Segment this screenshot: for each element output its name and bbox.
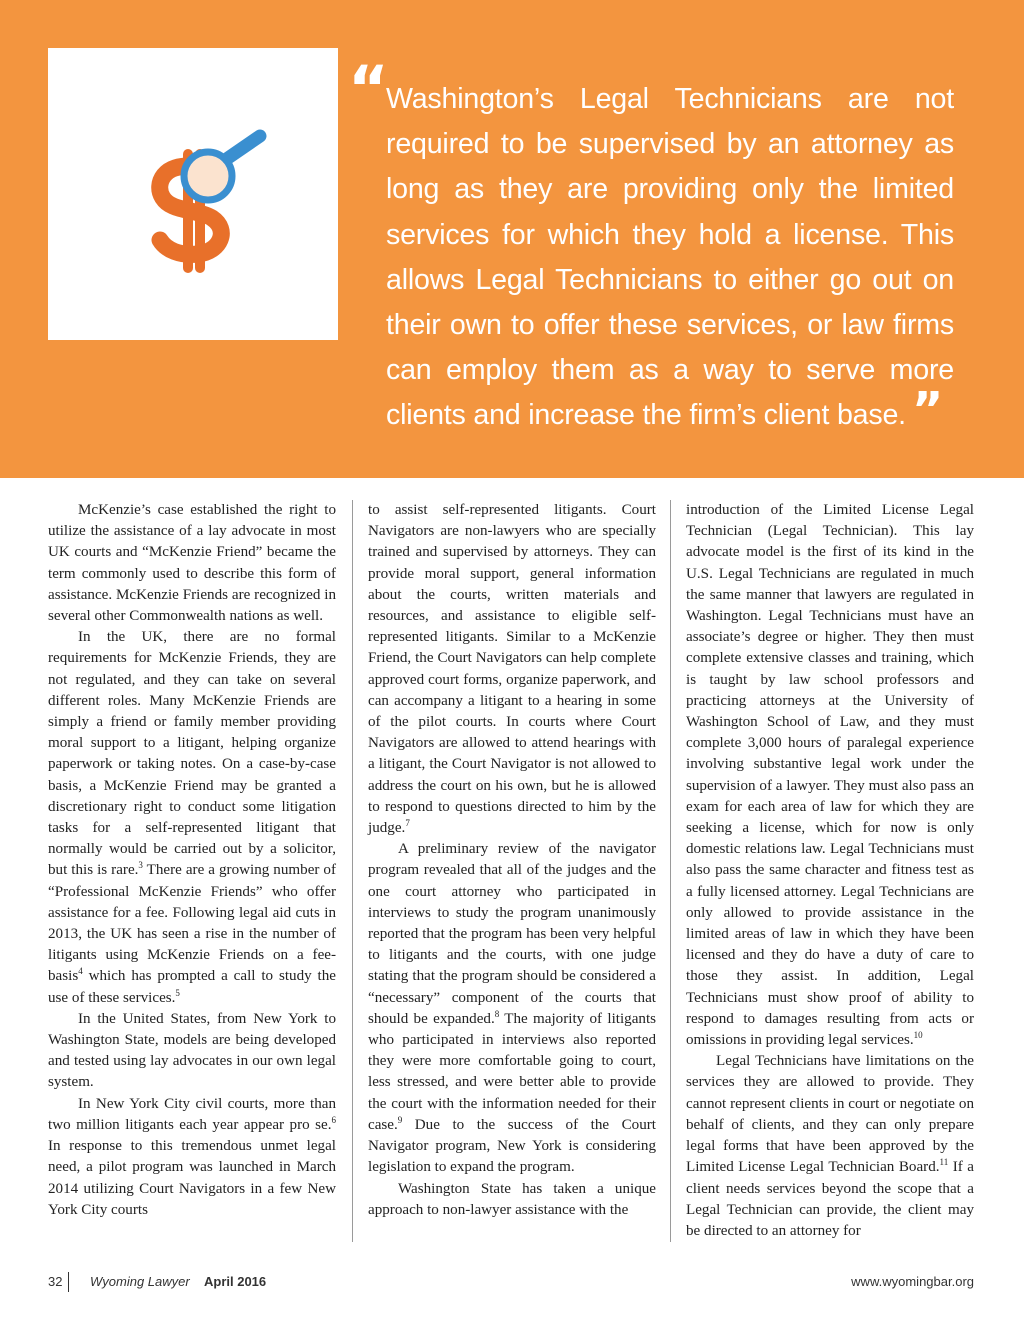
magnifier-icon (184, 136, 260, 200)
footnote-ref: 7 (405, 818, 410, 829)
page-number: 32 (48, 1274, 63, 1289)
footnote-ref: 8 (494, 1008, 500, 1019)
paragraph: to assist self-represented litigants. Court Navigators are non-lawyers who are specially trained and supervised by attorneys. They can provide moral support, general information about the courts, written materials and resources, and assistance to eligible self-represented litigants. Similar to a McKenzie Friend, the Court Navigators can help complete approved court forms, organize paperwork, and can accompany a litigant to a hearing in some of the pilot courts. In courts where Court Navigators are allowed to attend hearings with a litigant, the Court Navigator is not allowed to address the court on his own, but he is allowed to respond to questions directed to him by the judge.$^7$ (368, 502, 656, 837)
footer-divider (68, 1272, 69, 1292)
article-column-1 (48, 500, 336, 1221)
dollar-magnifier-icon (48, 48, 338, 340)
open-quote-mark: “ (348, 52, 389, 125)
footnote-ref: 10 (913, 1030, 923, 1041)
paragraph: In the United States, from New York to Washington State, models are being developed and tested using lay advocates in our own legal system. (48, 1010, 336, 1091)
article-column-2 (368, 500, 656, 1221)
website-url: www.wyomingbar.org (851, 1274, 974, 1289)
issue-date: April 2016 (204, 1274, 267, 1289)
footnote-ref: 3 (138, 860, 143, 871)
footnote-ref: 11 (939, 1157, 949, 1168)
paragraph: A preliminary review of the navigator program revealed that all of the judges and the one court attorney who participated in interviews to study the program unanimously reported that the program has been very helpful to litigants and the courts, with one judge stating that the program should be considered a “necessary” component of the courts that should be expanded.$^8$ The majority of litigants who participated in interviews also reported they were more comfortable going to court, less stressed, and were better able to provide the court with the information needed for their case.$^9$ Due to the success of the Court Navigator program, New York is considering legislation to expand the program. (368, 841, 657, 1176)
magazine-title: Wyoming Lawyer (90, 1274, 190, 1289)
paragraph: introduction of the Limited License Legal Technician (Legal Technician). This lay advocate model is the first of its kind in the U.S. Legal Technicians are regulated in much the same manner that lawyers are regulated in Washington. Legal Technicians must have an associate’s degree or higher. They then must complete extensive classes and training, which is taught by law school professors and practicing attorneys at the University of Washington School of Law, and they must complete 3,000 hours of paralegal experience involving substantive legal work under the supervision of a lawyer. They must also pass an exam for each area of law for which they are seeking a license, which for now is only domestic relations law. Legal Technicians must also pass the same character and fitness test as a fully licensed attorney. Legal Technicians are only allowed to provide assistance in the limited areas of law in which they have been licensed and they do have a duty of care to those they assist. In addition, Legal Technicians must show proof of ability to respond to damages resulting from acts or omissions in providing legal services.$^{10}$ (686, 502, 974, 1049)
paragraph: McKenzie’s case established the right to utilize the assistance of a lay advocate in most UK courts and “McKenzie Friend” became the term commonly used to describe this form of assistance. McKenzie Friends are recognized in several other Commonwealth nations as well. (48, 502, 336, 625)
column-divider (352, 500, 353, 1242)
illustration-panel (48, 48, 338, 340)
footnote-ref: 9 (397, 1114, 403, 1125)
footnote-ref: 5 (175, 987, 180, 998)
pull-quote (386, 77, 954, 439)
page-footer (48, 1274, 974, 1294)
quote-banner (0, 0, 1024, 478)
footnote-ref: 4 (78, 966, 83, 977)
paragraph: In the UK, there are no formal requirements for McKenzie Friends, they are not regulated, and they can take on several different roles. Many McKenzie Friends are simply a friend or family member providing moral support to a litigant, helping organize paperwork or taking notes. On a case-by-case basis, a McKenzie Friend may be granted a discretionary right to conduct some litigation tasks for a self-represented litigant that normally would be carried out by a solicitor, but this is rare.$^3$ There are a growing number of “Professional McKenzie Friends” who offer assistance for a fee. Following legal aid cuts in 2013, the UK has seen a rise in the number of litigants using McKenzie Friends on a fee-basis$^4$ which has prompted a call to study the use of these services.$^5$ (48, 629, 336, 1006)
paragraph: Legal Technicians have limitations on the services they are allowed to provide. They cannot represent clients in court or negotiate on behalf of clients, and they can only prepare legal forms that have been approved by the Limited License Legal Technician Board.$^{11}$ If a client needs services beyond the scope that a Legal Technician can provide, the client may be directed to an attorney for (686, 1053, 974, 1239)
pull-quote-text: Washington’s Legal Technicians are not required to be supervised by an attorney as long as they are providing only the limited services for which they hold a license. This allows Legal Technicians to either go out on their own to offer these services, or law firms can employ them as a way to serve more clients and increase the firm’s client base. (386, 83, 954, 432)
column-divider (670, 500, 671, 1242)
paragraph: Washington State has taken a unique approach to non-lawyer assistance with the (368, 1180, 656, 1218)
paragraph: In New York City civil courts, more than two million litigants each year appear pro se.$^6$ In response to this tremendous unmet legal need, a pilot program was launched in March 2014 utilizing Court Navigators in a few New York City courts (48, 1095, 336, 1218)
close-quote-mark: ” (911, 382, 944, 439)
footnote-ref: 6 (331, 1114, 336, 1125)
article-column-3 (686, 500, 974, 1242)
